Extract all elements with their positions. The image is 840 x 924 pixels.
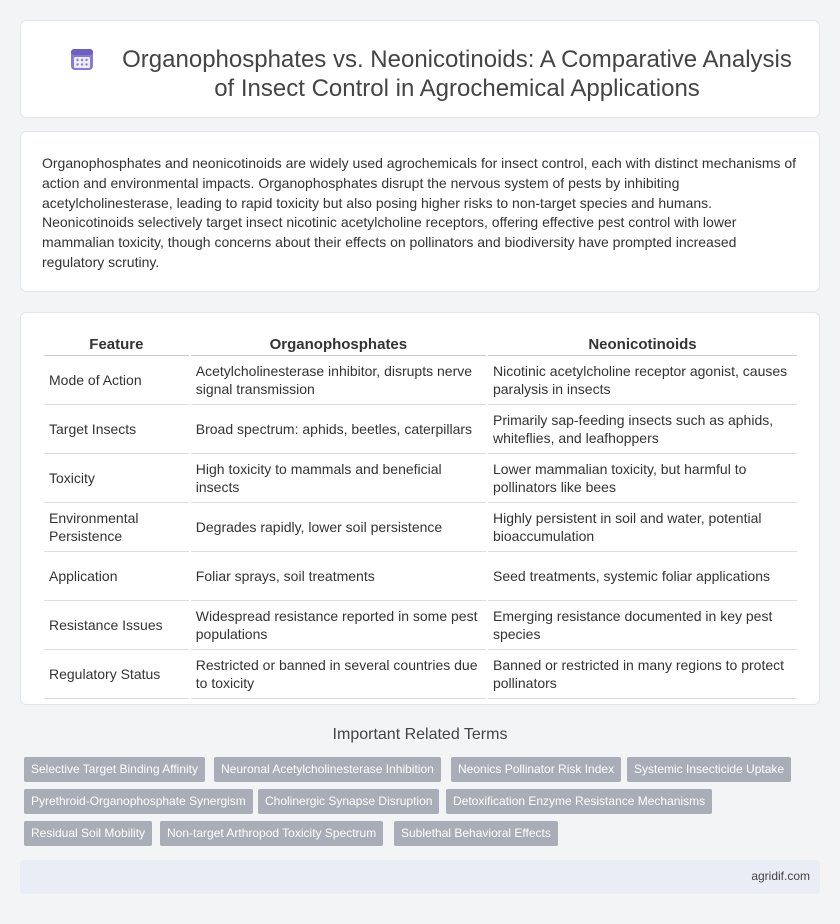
table-cell: Acetylcholinesterase inhibitor, disrupts nerve signal transmission <box>191 356 486 405</box>
intro-paragraph: Organophosphates and neonicotinoids are widely used agrochemicals for insect control, each with distinct mechanisms of action and environmental impacts. Organophosphates disrupt the nervous system of pests by inhibiting acetylcholinesterase, leading to rapid toxicity but also posing higher risks to non-target species and humans. Neonicotinoids selectively target insect nicotinic acetylcholine receptors, offering effective pest control with lower mammalian toxicity, though concerns about their effects on pollinators and biodiversity have prompted increased regulatory scrutiny. <box>42 155 797 270</box>
column-header-feature: Feature <box>44 334 189 356</box>
table-row <box>44 552 797 601</box>
page-title: Organophosphates vs. Neonicotinoids: A Comparative Analysis of Insect Control in Agrochemical Applications <box>122 46 792 102</box>
footer <box>20 860 820 894</box>
related-terms-list <box>24 757 814 853</box>
comparison-table <box>42 334 799 699</box>
table-row <box>44 601 797 650</box>
related-term-chip[interactable]: Neonics Pollinator Risk Index <box>451 757 621 782</box>
related-term-chip[interactable]: Neuronal Acetylcholinesterase Inhibition <box>214 757 441 782</box>
related-term-chip[interactable]: Non-target Arthropod Toxicity Spectrum <box>160 821 383 846</box>
table-cell: Toxicity <box>44 454 189 503</box>
table-cell: Banned or restricted in many regions to protect pollinators <box>488 650 797 699</box>
comparison-table-card <box>20 312 820 705</box>
table-row <box>44 503 797 552</box>
table-cell: Primarily sap-feeding insects such as aphids, whiteflies, and leafhoppers <box>488 405 797 454</box>
related-term-chip[interactable]: Residual Soil Mobility <box>24 821 152 846</box>
table-cell: High toxicity to mammals and beneficial insects <box>191 454 486 503</box>
related-term-chip[interactable]: Sublethal Behavioral Effects <box>394 821 558 846</box>
calendar-icon <box>69 46 95 72</box>
table-row <box>44 405 797 454</box>
table-header-row <box>44 334 797 356</box>
table-cell: Lower mammalian toxicity, but harmful to pollinators like bees <box>488 454 797 503</box>
table-cell: Environmental Persistence <box>44 503 189 552</box>
table-cell: Regulatory Status <box>44 650 189 699</box>
related-term-chip[interactable]: Cholinergic Synapse Disruption <box>258 789 439 814</box>
header-card <box>20 20 820 118</box>
table-cell: Foliar sprays, soil treatments <box>191 552 486 601</box>
table-cell: Target Insects <box>44 405 189 454</box>
table-row <box>44 454 797 503</box>
intro-card <box>20 131 820 292</box>
related-terms-heading: Important Related Terms <box>332 726 508 743</box>
table-cell: Resistance Issues <box>44 601 189 650</box>
table-cell: Seed treatments, systemic foliar applications <box>488 552 797 601</box>
related-term-chip[interactable]: Detoxification Enzyme Resistance Mechanisms <box>446 789 712 814</box>
related-term-chip[interactable]: Selective Target Binding Affinity <box>24 757 205 782</box>
table-cell: Widespread resistance reported in some pest populations <box>191 601 486 650</box>
table-cell: Emerging resistance documented in key pest species <box>488 601 797 650</box>
table-cell: Broad spectrum: aphids, beetles, caterpillars <box>191 405 486 454</box>
related-term-chip[interactable]: Pyrethroid-Organophosphate Synergism <box>24 789 253 814</box>
column-header-neonicotinoids: Neonicotinoids <box>488 334 797 356</box>
footer-site-link[interactable]: agridif.com <box>751 869 810 883</box>
column-header-organophosphates: Organophosphates <box>191 334 486 356</box>
table-cell: Nicotinic acetylcholine receptor agonist, causes paralysis in insects <box>488 356 797 405</box>
table-cell: Mode of Action <box>44 356 189 405</box>
table-cell: Highly persistent in soil and water, potential bioaccumulation <box>488 503 797 552</box>
table-cell: Restricted or banned in several countries due to toxicity <box>191 650 486 699</box>
related-term-chip[interactable]: Systemic Insecticide Uptake <box>627 757 791 782</box>
table-cell: Application <box>44 552 189 601</box>
table-row <box>44 650 797 699</box>
table-cell: Degrades rapidly, lower soil persistence <box>191 503 486 552</box>
table-row <box>44 356 797 405</box>
